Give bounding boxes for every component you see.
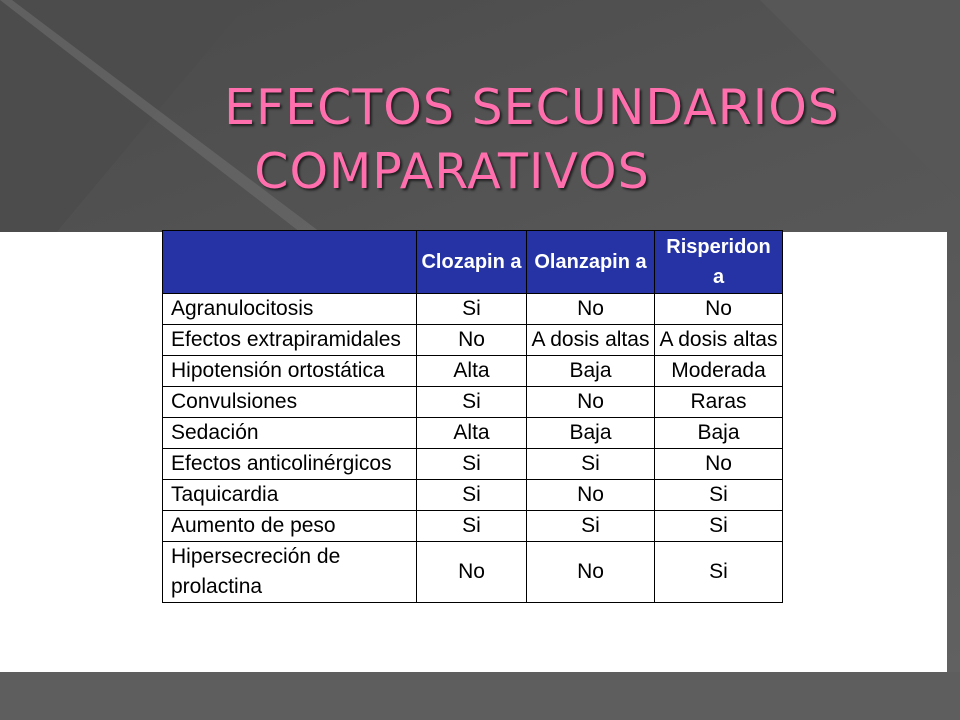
- table-cell: Alta: [417, 356, 527, 387]
- table-cell: A dosis altas: [655, 325, 783, 356]
- row-label: Sedación: [163, 418, 417, 449]
- header-cell-empty: [163, 231, 417, 294]
- table-cell: Baja: [527, 418, 655, 449]
- table-cell: Si: [417, 480, 527, 511]
- table-cell: A dosis altas: [527, 325, 655, 356]
- table-cell: Si: [417, 387, 527, 418]
- table-cell: Moderada: [655, 356, 783, 387]
- table-cell: No: [655, 449, 783, 480]
- table-cell: No: [417, 325, 527, 356]
- side-effects-table: [162, 230, 783, 603]
- table-cell: Raras: [655, 387, 783, 418]
- table-cell: Alta: [417, 418, 527, 449]
- row-label: Taquicardia: [163, 480, 417, 511]
- header-cell-risperidona: Risperidon a: [655, 231, 783, 294]
- table-cell: Baja: [527, 356, 655, 387]
- table-row: [163, 418, 783, 449]
- row-label: Agranulocitosis: [163, 294, 417, 325]
- table-row: [163, 480, 783, 511]
- table-cell: No: [527, 542, 655, 603]
- table-cell: No: [655, 294, 783, 325]
- table-row: [163, 356, 783, 387]
- table-row: [163, 325, 783, 356]
- table-cell: Baja: [655, 418, 783, 449]
- title-line-1: EFECTOS SECUNDARIOS: [224, 79, 840, 136]
- table-cell: No: [527, 387, 655, 418]
- table-cell: Si: [655, 511, 783, 542]
- row-label: Convulsiones: [163, 387, 417, 418]
- header-cell-olanzapina: Olanzapin a: [527, 231, 655, 294]
- table-row: [163, 449, 783, 480]
- table-cell: Si: [527, 511, 655, 542]
- row-label: Hipotensión ortostática: [163, 356, 417, 387]
- title-line-2: COMPARATIVOS: [254, 143, 650, 200]
- header-cell-clozapina: Clozapin a: [417, 231, 527, 294]
- table-header-row: [163, 231, 783, 294]
- table-cell: Si: [417, 294, 527, 325]
- table-row: [163, 511, 783, 542]
- table-cell: Si: [655, 542, 783, 603]
- table-row: [163, 294, 783, 325]
- row-label: Efectos anticolinérgicos: [163, 449, 417, 480]
- table-cell: Si: [655, 480, 783, 511]
- slide-title: [0, 76, 960, 204]
- row-label: Aumento de peso: [163, 511, 417, 542]
- table-row: [163, 542, 783, 603]
- table-row: [163, 387, 783, 418]
- table-cell: Si: [417, 511, 527, 542]
- table-cell: Si: [527, 449, 655, 480]
- table-cell: Si: [417, 449, 527, 480]
- table-cell: No: [527, 480, 655, 511]
- row-label: Hipersecreción de prolactina: [163, 542, 417, 603]
- table-cell: No: [527, 294, 655, 325]
- row-label: Efectos extrapiramidales: [163, 325, 417, 356]
- table-cell: No: [417, 542, 527, 603]
